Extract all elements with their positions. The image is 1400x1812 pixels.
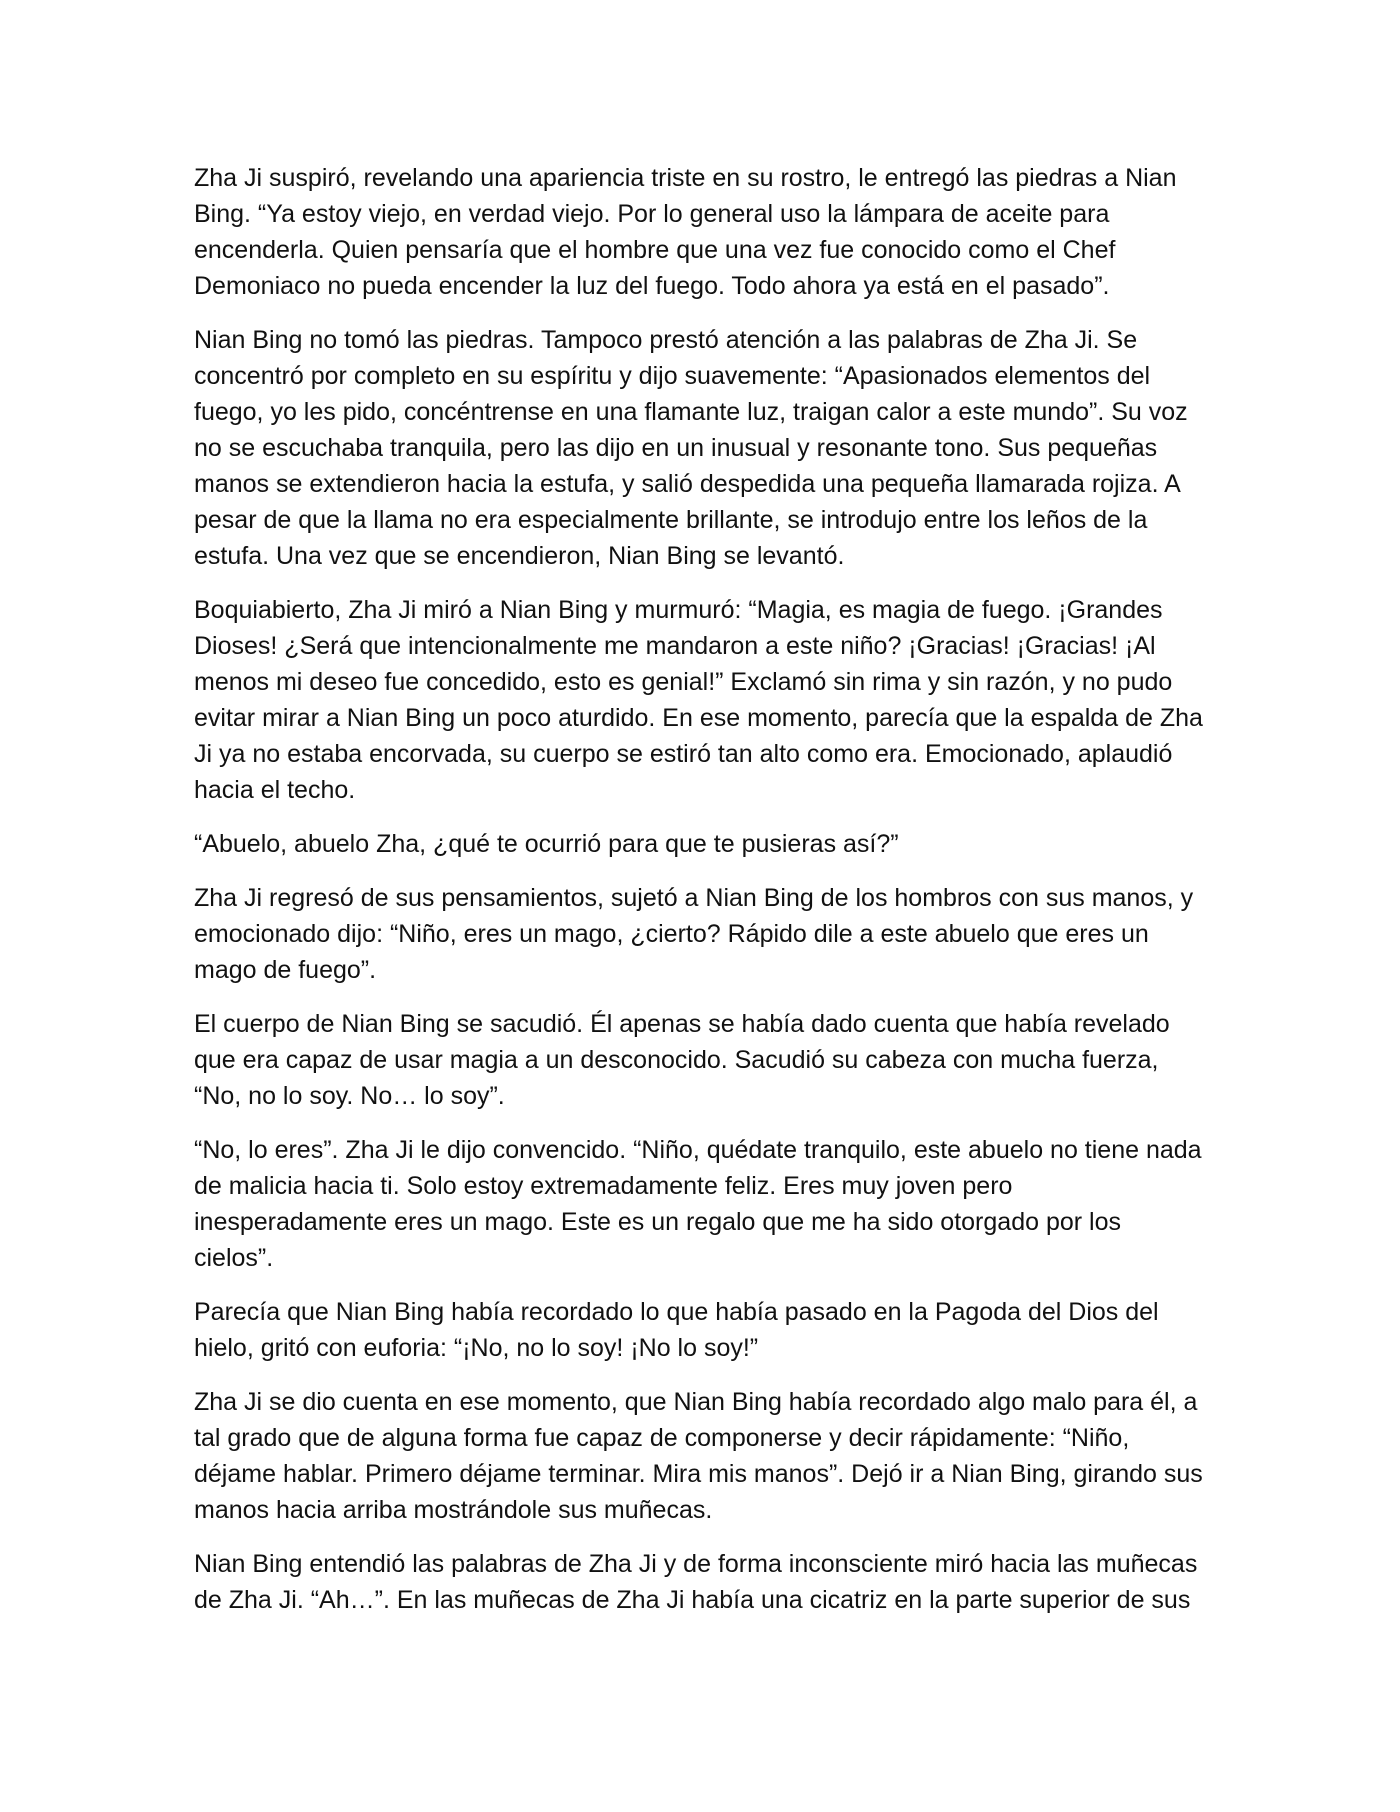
paragraph-7: “No, lo eres”. Zha Ji le dijo convencido. “Niño, quédate tranquilo, este abuelo no tiene nada de malicia hacia ti. Solo estoy extremadamente feliz. Eres muy joven pero inesperadamente eres un mago. Este es un regalo que me ha sido otorgado por los cielos”.	[194, 1136, 1202, 1272]
paragraph-4: “Abuelo, abuelo Zha, ¿qué te ocurrió para que te pusieras así?”	[194, 830, 899, 858]
paragraph-9: Zha Ji se dio cuenta en ese momento, que Nian Bing había recordado algo malo para él, a tal grado que de alguna forma fue capaz de componerse y decir rápidamente: “Niño, déjame hablar. Primero déjame terminar. Mira mis manos”. Dejó ir a Nian Bing, girando sus manos hacia arriba mostrándole sus muñecas.	[194, 1388, 1203, 1524]
paragraph-3: Boquiabierto, Zha Ji miró a Nian Bing y murmuró: “Magia, es magia de fuego. ¡Grandes Dioses! ¿Será que intencionalmente me mandaron a este niño? ¡Gracias! ¡Gracias! ¡Al menos mi deseo fue concedido, esto es genial!” Exclamó sin rima y sin razón, y no pudo evitar mirar a Nian Bing un poco aturdido. En ese momento, parecía que la espalda de Zha Ji ya no estaba encorvada, su cuerpo se estiró tan alto como era. Emocionado, aplaudió hacia el techo.	[194, 596, 1203, 804]
paragraph-5: Zha Ji regresó de sus pensamientos, sujetó a Nian Bing de los hombros con sus manos, y emocionado dijo: “Niño, eres un mago, ¿cierto? Rápido dile a este abuelo que eres un mago de fuego”.	[194, 884, 1194, 984]
paragraph-8: Parecía que Nian Bing había recordado lo que había pasado en la Pagoda del Dios del hielo, gritó con euforia: “¡No, no lo soy! ¡No lo soy!”	[194, 1298, 1159, 1362]
paragraph-1: Zha Ji suspiró, revelando una apariencia triste en su rostro, le entregó las piedras a Nian Bing. “Ya estoy viejo, en verdad viejo. Por lo general uso la lámpara de aceite para encenderla. Quien pensaría que el hombre que una vez fue conocido como el Chef Demoniaco no pueda encender la luz del fuego. Todo ahora ya está en el pasado”.	[194, 164, 1177, 300]
paragraph-6: El cuerpo de Nian Bing se sacudió. Él apenas se había dado cuenta que había revelado que era capaz de usar magia a un desconocido. Sacudió su cabeza con mucha fuerza, “No, no lo soy. No… lo soy”.	[194, 1010, 1170, 1110]
paragraph-2: Nian Bing no tomó las piedras. Tampoco prestó atención a las palabras de Zha Ji. Se concentró por completo en su espíritu y dijo suavemente: “Apasionados elementos del fuego, yo les pido, concéntrense en una flamante luz, traigan calor a este mundo”. Su voz no se escuchaba tranquila, pero las dijo en un inusual y resonante tono. Sus pequeñas manos se extendieron hacia la estufa, y salió despedida una pequeña llamarada rojiza. A pesar de que la llama no era especialmente brillante, se introdujo entre los leños de la estufa. Una vez que se encendieron, Nian Bing se levantó.	[194, 326, 1188, 570]
body-text	[194, 160, 1204, 1636]
paragraph-10: Nian Bing entendió las palabras de Zha Ji y de forma inconsciente miró hacia las muñecas de Zha Ji. “Ah…”. En las muñecas de Zha Ji había una cicatriz en la parte superior de sus	[194, 1550, 1198, 1614]
